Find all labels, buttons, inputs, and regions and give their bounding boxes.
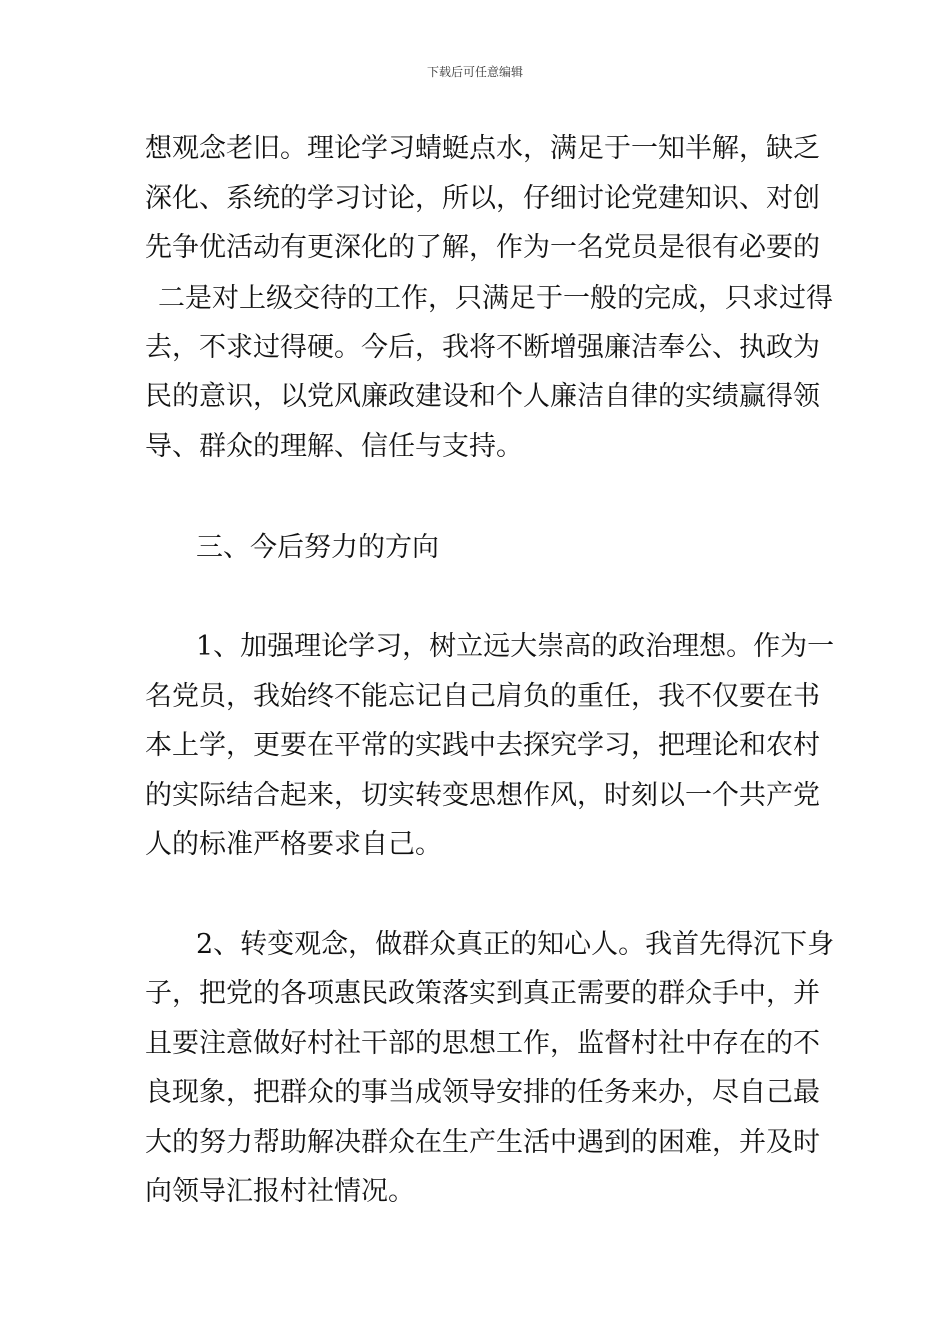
text-line: 大的努力帮助解决群众在生产生活中遇到的困难，并及时 xyxy=(145,1127,820,1158)
text-line: 二是对上级交待的工作，只满足于一般的完成，只求过得 xyxy=(158,283,833,314)
text-line: 想观念老旧。理论学习蜻蜓点水，满足于一知半解，缺乏 xyxy=(145,133,820,164)
text-line: 2、转变观念，做群众真正的知心人。我首先得沉下身 xyxy=(196,929,835,960)
text-line: 1、加强理论学习，树立远大崇高的政治理想。作为一 xyxy=(196,631,835,662)
section-heading: 三、今后努力的方向 xyxy=(196,532,439,563)
text-line: 良现象，把群众的事当成领导安排的任务来办，尽自己最 xyxy=(145,1077,820,1108)
text-line: 子，把党的各项惠民政策落实到真正需要的群众手中，并 xyxy=(145,978,820,1009)
text-line: 民的意识，以党风廉政建设和个人廉洁自律的实绩赢得领 xyxy=(145,381,820,412)
text-line: 名党员，我始终不能忘记自己肩负的重任，我不仅要在书 xyxy=(145,681,820,712)
text-line: 深化、系统的学习讨论，所以，仔细讨论党建知识、对创 xyxy=(145,183,820,214)
text-line: 先争优活动有更深化的了解，作为一名党员是很有必要的 xyxy=(145,232,820,263)
text-line: 且要注意做好村社干部的思想工作，监督村社中存在的不 xyxy=(145,1028,820,1059)
text-line: 人的标准严格要求自己。 xyxy=(145,829,442,860)
page-header: 下载后可任意编辑 xyxy=(426,65,523,79)
text-line: 本上学，更要在平常的实践中去探究学习，把理论和农村 xyxy=(145,730,820,761)
text-line: 的实际结合起来，切实转变思想作风，时刻以一个共产党 xyxy=(145,780,820,811)
text-line: 导、群众的理解、信任与支持。 xyxy=(145,431,523,462)
text-line: 去，不求过得硬。今后，我将不断增强廉洁奉公、执政为 xyxy=(145,332,820,363)
text-line: 向领导汇报村社情况。 xyxy=(145,1176,415,1207)
